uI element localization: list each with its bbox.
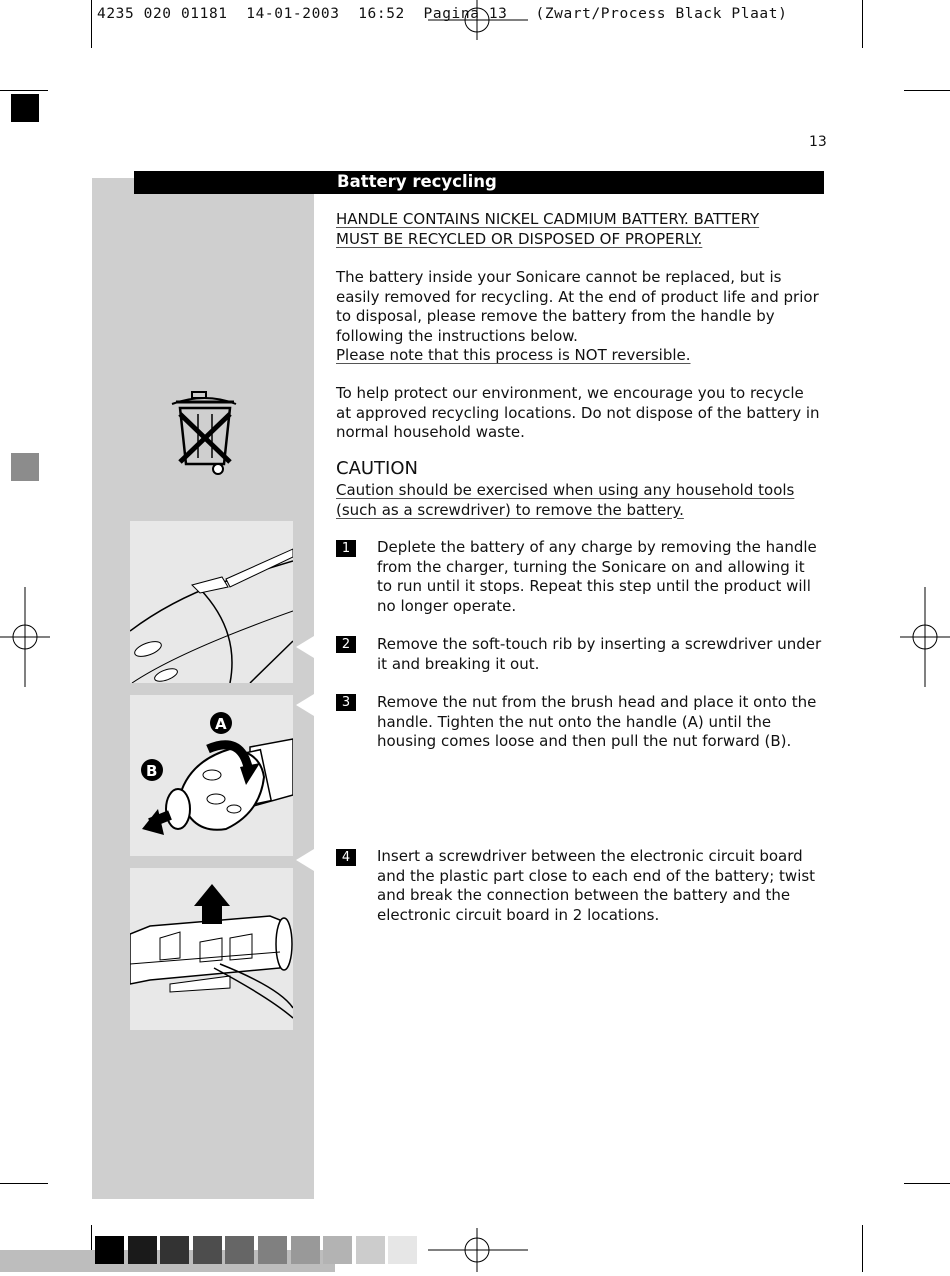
crop-mark [862, 0, 863, 48]
crop-mark [0, 90, 48, 91]
color-swatch [160, 1236, 189, 1264]
illustration-pointer [296, 694, 314, 716]
black-side-tab [11, 94, 39, 122]
crop-mark [0, 1183, 48, 1184]
illustration-column [92, 178, 314, 1199]
circuit-board-illustration [130, 868, 293, 1030]
color-swatch [388, 1236, 417, 1264]
illustration-pointer [296, 636, 314, 658]
nut-rotation-illustration [130, 695, 293, 856]
registration-mark-icon [428, 0, 528, 40]
color-swatch [225, 1236, 254, 1264]
environment-paragraph: To help protect our environment, we encourage you to recycle at approved recycling locations. Do not dispose of the battery in normal household waste. [336, 384, 820, 441]
crop-mark [904, 1183, 950, 1184]
step-number: 1 [336, 540, 356, 557]
color-swatch [356, 1236, 385, 1264]
battery-warning: HANDLE CONTAINS NICKEL CADMIUM BATTERY. BATTERY MUST BE RECYCLED OR DISPOSED OF PROPERLY. [336, 210, 760, 248]
crop-mark [91, 0, 92, 48]
print-header: 4235 020 01181 14-01-2003 16:52 Pagina 13 (Zwart/Process Black Plaat) [97, 6, 788, 22]
label-b: B [146, 762, 158, 780]
step-text: Deplete the battery of any charge by removing the handle from the charger, turning the Sonicare on and allowing it to run until it stops. Repeat this step until the product will no longer operate. [377, 538, 817, 615]
color-swatch [128, 1236, 157, 1264]
registration-mark-icon [428, 1228, 528, 1272]
step-number: 4 [336, 849, 356, 866]
caution-title: CAUTION [336, 458, 418, 479]
irreversible-note: Please note that this process is NOT reversible. [336, 346, 691, 364]
step-text: Remove the soft-touch rib by inserting a screwdriver under it and breaking it out. [377, 635, 822, 673]
crop-mark [904, 90, 950, 91]
crop-mark [862, 1225, 863, 1272]
color-swatch [258, 1236, 287, 1264]
section-title: Battery recycling [337, 172, 497, 191]
gray-side-tab [11, 453, 39, 481]
crossed-out-wheelie-bin-icon [168, 390, 242, 478]
color-swatch [323, 1236, 352, 1264]
color-swatch [95, 1236, 124, 1264]
color-swatch [193, 1236, 222, 1264]
step-number: 2 [336, 636, 356, 653]
label-a: A [215, 715, 227, 733]
registration-mark-icon [0, 587, 50, 687]
color-swatch [291, 1236, 320, 1264]
intro-text: The battery inside your Sonicare cannot be replaced, but is easily removed for recycling. At the end of product life and prior to disposal, please remove the battery from the handle by following the instructions below. [336, 268, 819, 345]
illustration-pointer [296, 849, 314, 871]
registration-mark-icon [900, 587, 950, 687]
page-number: 13 [809, 134, 827, 150]
step-text: Remove the nut from the brush head and place it onto the handle. Tighten the nut onto the handle (A) until the housing comes loose and then pull the nut forward (B). [377, 693, 817, 750]
caution-text: Caution should be exercised when using any household tools (such as a screwdriver) to remove the battery. [336, 481, 795, 519]
step-text: Insert a screwdriver between the electronic circuit board and the plastic part close to each end of the battery; twist and break the connection between the battery and the electronic circuit board in 2 locations. [377, 847, 816, 924]
screwdriver-handle-illustration [130, 521, 293, 683]
step-number: 3 [336, 694, 356, 711]
intro-paragraph [336, 268, 821, 366]
